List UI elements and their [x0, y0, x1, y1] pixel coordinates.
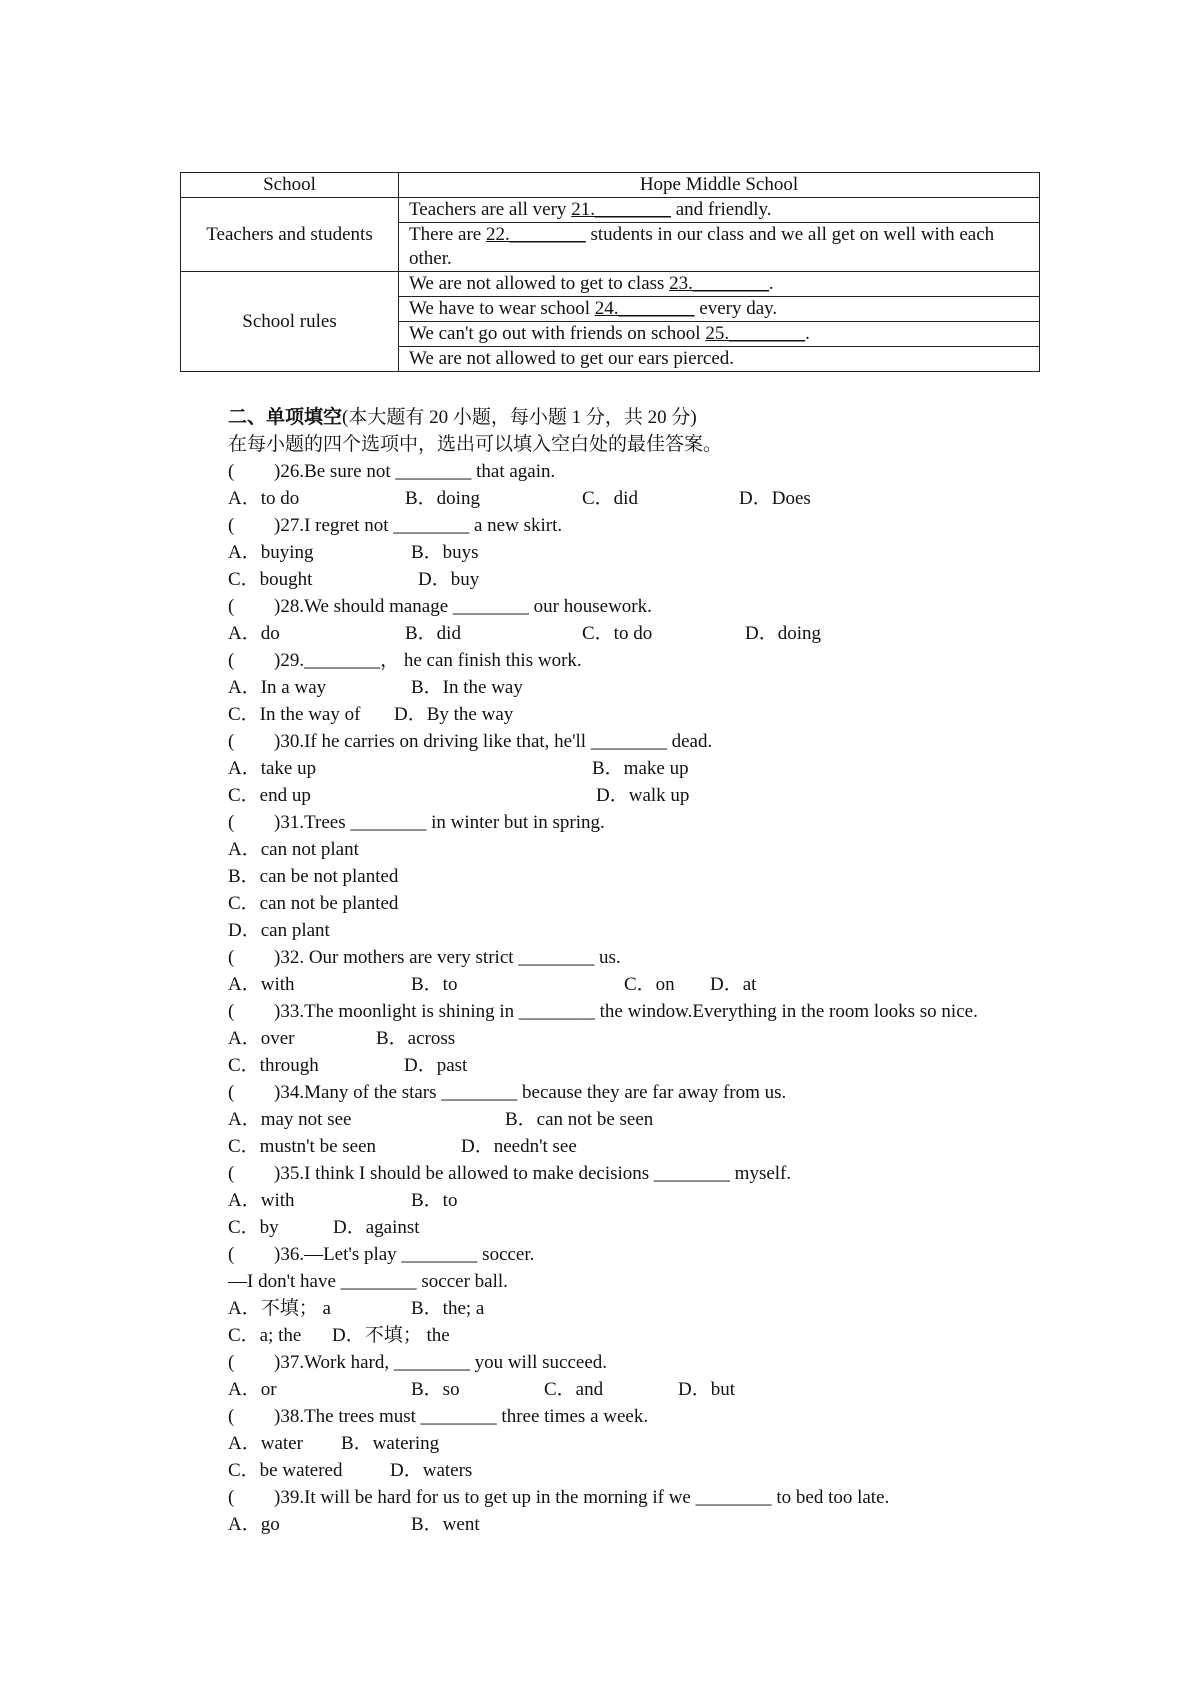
cell-text: We have to wear school: [409, 298, 595, 319]
option-c[interactable]: C．mustn't be seen: [228, 1136, 377, 1157]
option-c[interactable]: C．can not be planted: [228, 893, 399, 914]
cell-text: We are not allowed to get to class: [409, 273, 670, 294]
question-30: [228, 728, 1048, 755]
answer-paren: (: [228, 1163, 235, 1184]
options-37: [228, 1376, 1048, 1403]
options-31-a: [228, 836, 1048, 863]
cell-text: students in our class and we all get on well with each other.: [409, 224, 995, 269]
option-b[interactable]: B．to: [411, 974, 458, 995]
options-29-row2: [228, 701, 1048, 728]
options-30: [228, 755, 1048, 782]
options-31-b: [228, 863, 1048, 890]
blank-number: 23.________: [669, 273, 769, 294]
answer-paren: (: [228, 1487, 235, 1508]
options-33: [228, 1025, 1048, 1052]
options-38-row2: [228, 1457, 1048, 1484]
question-31: [228, 809, 1048, 836]
cell-text: We are not allowed to get our ears pierced.: [409, 348, 735, 369]
option-a[interactable]: A．to do: [228, 488, 300, 509]
cell-text: and friendly.: [670, 199, 772, 220]
question-34: [228, 1079, 1048, 1106]
options-28: [228, 620, 1048, 647]
answer-paren: (: [228, 650, 235, 671]
options-39: [228, 1511, 1048, 1538]
answer-paren: (: [228, 947, 235, 968]
option-d[interactable]: D．不填； the: [332, 1325, 450, 1346]
blank-number: 25.________: [705, 323, 806, 344]
question-text: )35.I think I should be allowed to make decisions ________ myself.: [274, 1163, 792, 1184]
table-cell: [399, 223, 1040, 272]
question-29: [228, 647, 1048, 674]
option-a[interactable]: A．with: [228, 1190, 295, 1211]
option-d[interactable]: D．at: [710, 974, 757, 995]
table-cell: [399, 322, 1040, 347]
option-d[interactable]: D．needn't see: [461, 1136, 577, 1157]
table-header-cell: Hope Middle School: [399, 173, 1040, 198]
section-note: (本大题有 20 小题，每小题 1 分，共 20 分): [342, 407, 697, 428]
option-b[interactable]: B．across: [376, 1028, 456, 1049]
option-c[interactable]: C．and: [544, 1379, 604, 1400]
option-d[interactable]: D．but: [678, 1379, 736, 1400]
answer-paren: (: [228, 1406, 235, 1427]
question-36: [228, 1241, 1048, 1268]
question-text: )38.The trees must ________ three times a week.: [274, 1406, 649, 1427]
option-a[interactable]: A．go: [228, 1514, 280, 1535]
row-group-label: School rules: [181, 272, 399, 372]
option-c[interactable]: C．a; the: [228, 1325, 302, 1346]
single-choice-section: [228, 404, 1048, 1538]
table-cell: [399, 297, 1040, 322]
option-d[interactable]: D．doing: [745, 623, 822, 644]
section-heading: 二、单项填空: [228, 407, 343, 428]
table-row: [181, 272, 1040, 297]
options-35-row2: [228, 1214, 1048, 1241]
table-cell: [399, 347, 1040, 372]
question-text: )26.Be sure not ________ that again.: [274, 461, 556, 482]
section-title: [228, 404, 1048, 431]
question-text: )34.Many of the stars ________ because they are far away from us.: [274, 1082, 787, 1103]
option-c[interactable]: C．end up: [228, 785, 311, 806]
option-b[interactable]: B．to: [411, 1190, 458, 1211]
option-b[interactable]: B．make up: [592, 758, 689, 779]
answer-paren: (: [228, 515, 235, 536]
option-b[interactable]: B．doing: [405, 488, 480, 509]
question-36-reply: —I don't have ________ soccer ball.: [228, 1271, 508, 1292]
cell-text: .: [768, 273, 774, 294]
options-36-row2: [228, 1322, 1048, 1349]
question-text: )28.We should manage ________ our housework.: [274, 596, 652, 617]
options-32: [228, 971, 1048, 998]
option-d[interactable]: D．can plant: [228, 920, 330, 941]
question-35: [228, 1160, 1048, 1187]
option-c[interactable]: C．bought: [228, 569, 313, 590]
question-27: [228, 512, 1048, 539]
option-b[interactable]: B．can not be seen: [505, 1109, 654, 1130]
options-30-row2: [228, 782, 1048, 809]
option-b[interactable]: B．buys: [411, 542, 479, 563]
answer-paren: (: [228, 1352, 235, 1373]
question-text: )29.________， he can finish this work.: [274, 650, 582, 671]
option-d[interactable]: D．By the way: [394, 704, 514, 725]
answer-paren: (: [228, 596, 235, 617]
option-b[interactable]: B．so: [411, 1379, 460, 1400]
option-b[interactable]: B．the; a: [411, 1298, 485, 1319]
row-group-label: Teachers and students: [181, 198, 399, 272]
question-text: )32. Our mothers are very strict ________ us.: [274, 947, 621, 968]
option-d[interactable]: D．Does: [739, 488, 811, 509]
cell-text: There are: [409, 224, 486, 245]
question-39: [228, 1484, 1048, 1511]
option-d[interactable]: D．walk up: [596, 785, 690, 806]
answer-paren: (: [228, 461, 235, 482]
question-text: )30.If he carries on driving like that, he'll ________ dead.: [274, 731, 713, 752]
option-b[interactable]: B．went: [411, 1514, 480, 1535]
blank-number: 24.________: [594, 298, 695, 319]
options-36: [228, 1295, 1048, 1322]
option-d[interactable]: D．past: [404, 1055, 468, 1076]
options-27-row2: [228, 566, 1048, 593]
option-c[interactable]: C．to do: [582, 623, 653, 644]
option-a[interactable]: A．over: [228, 1028, 295, 1049]
question-26: [228, 458, 1048, 485]
table-row: [181, 198, 1040, 223]
option-a[interactable]: A．不填； a: [228, 1298, 331, 1319]
options-29: [228, 674, 1048, 701]
option-a[interactable]: A．water: [228, 1433, 303, 1454]
options-34: [228, 1106, 1048, 1133]
option-b[interactable]: B．watering: [341, 1433, 440, 1454]
options-27: [228, 539, 1048, 566]
question-38: [228, 1403, 1048, 1430]
option-c[interactable]: C．on: [624, 974, 675, 995]
answer-paren: (: [228, 812, 235, 833]
options-31-d: [228, 917, 1048, 944]
options-26: [228, 485, 1048, 512]
option-b[interactable]: B．In the way: [411, 677, 523, 698]
option-c[interactable]: C．by: [228, 1217, 279, 1238]
answer-paren: (: [228, 1244, 235, 1265]
option-d[interactable]: D．buy: [418, 569, 480, 590]
question-text: )27.I regret not ________ a new skirt.: [274, 515, 563, 536]
question-text: )33.The moonlight is shining in ________ the window.Everything in the room looks so nice.: [274, 1001, 978, 1022]
option-a[interactable]: A．may not see: [228, 1109, 352, 1130]
option-d[interactable]: D．waters: [390, 1460, 473, 1481]
answer-paren: (: [228, 1001, 235, 1022]
option-a[interactable]: A．with: [228, 974, 295, 995]
table-cell: [399, 198, 1040, 223]
option-a[interactable]: A．or: [228, 1379, 277, 1400]
cell-text: Teachers are all very: [409, 199, 572, 220]
option-c[interactable]: C．In the way of: [228, 704, 361, 725]
cell-text: We can't go out with friends on school: [409, 323, 706, 344]
options-34-row2: [228, 1133, 1048, 1160]
option-b[interactable]: B．did: [405, 623, 461, 644]
options-31-c: [228, 890, 1048, 917]
cell-text: every day.: [694, 298, 778, 319]
question-text: )37.Work hard, ________ you will succeed.: [274, 1352, 608, 1373]
blank-number: 22.________: [486, 224, 586, 245]
table-cell: [399, 272, 1040, 297]
cell-text: .: [805, 323, 810, 344]
question-text: )36.—Let's play ________ soccer.: [274, 1244, 535, 1265]
blank-number: 21.________: [571, 199, 671, 220]
option-b[interactable]: B．can be not planted: [228, 866, 399, 887]
question-text: )31.Trees ________ in winter but in spring.: [274, 812, 605, 833]
question-text: )39.It will be hard for us to get up in the morning if we ________ to bed too late.: [274, 1487, 890, 1508]
answer-paren: (: [228, 1082, 235, 1103]
option-a[interactable]: A．do: [228, 623, 280, 644]
option-c[interactable]: C．be watered: [228, 1460, 343, 1481]
option-a[interactable]: A．buying: [228, 542, 314, 563]
option-d[interactable]: D．against: [333, 1217, 420, 1238]
question-32: [228, 944, 1048, 971]
question-33: [228, 998, 1048, 1025]
question-37: [228, 1349, 1048, 1376]
options-38: [228, 1430, 1048, 1457]
option-c[interactable]: C．did: [582, 488, 638, 509]
option-a[interactable]: A．In a way: [228, 677, 327, 698]
table-header-cell: School: [181, 173, 399, 198]
option-a[interactable]: A．can not plant: [228, 839, 359, 860]
options-33-row2: [228, 1052, 1048, 1079]
question-28: [228, 593, 1048, 620]
answer-paren: (: [228, 731, 235, 752]
school-info-table: [180, 172, 1040, 372]
table-header-row: [181, 173, 1040, 198]
option-c[interactable]: C．through: [228, 1055, 319, 1076]
options-35: [228, 1187, 1048, 1214]
option-a[interactable]: A．take up: [228, 758, 317, 779]
section-instruction: 在每小题的四个选项中，选出可以填入空白处的最佳答案。: [228, 434, 723, 455]
